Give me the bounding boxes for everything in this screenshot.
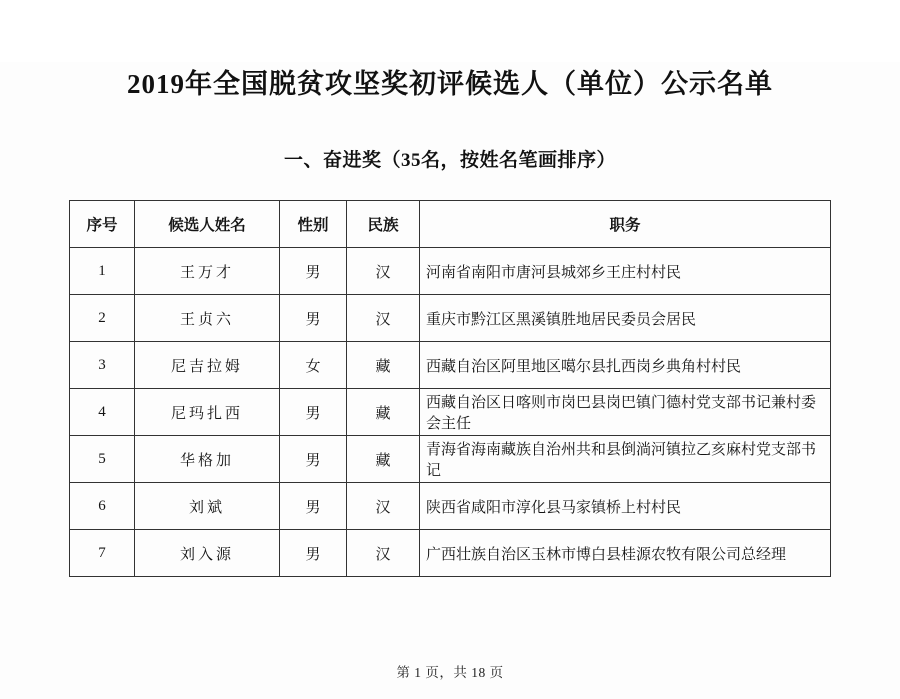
column-header-duty: 职务 [420, 201, 831, 248]
cell-duty: 陕西省咸阳市淳化县马家镇桥上村村民 [420, 483, 831, 530]
column-header-name: 候选人姓名 [135, 201, 280, 248]
cell-name: 刘入源 [135, 530, 280, 577]
table-row [70, 389, 831, 436]
page-title: 2019年全国脱贫攻坚奖初评候选人（单位）公示名单 [127, 69, 773, 99]
table-row [70, 342, 831, 389]
cell-ethnicity: 汉 [347, 530, 420, 577]
table-header-row [70, 201, 831, 248]
column-header-index: 序号 [70, 201, 135, 248]
cell-duty: 重庆市黔江区黑溪镇胜地居民委员会居民 [420, 295, 831, 342]
cell-ethnicity: 汉 [347, 483, 420, 530]
cell-duty: 广西壮族自治区玉林市博白县桂源农牧有限公司总经理 [420, 530, 831, 577]
cell-index: 2 [70, 295, 135, 342]
cell-sex: 男 [280, 483, 347, 530]
table-row [70, 248, 831, 295]
table-row [70, 436, 831, 483]
cell-index: 7 [70, 530, 135, 577]
column-header-sex: 性别 [280, 201, 347, 248]
cell-ethnicity: 汉 [347, 295, 420, 342]
cell-name: 刘斌 [135, 483, 280, 530]
table-row [70, 483, 831, 530]
cell-sex: 男 [280, 389, 347, 436]
cell-sex: 男 [280, 295, 347, 342]
cell-sex: 男 [280, 530, 347, 577]
cell-ethnicity: 藏 [347, 389, 420, 436]
page-footer: 第 1 页，共 18 页 [396, 665, 504, 680]
cell-sex: 女 [280, 342, 347, 389]
cell-name: 华格加 [135, 436, 280, 483]
cell-index: 1 [70, 248, 135, 295]
column-header-ethnicity: 民族 [347, 201, 420, 248]
roster-table-container [69, 200, 831, 577]
cell-name: 尼玛扎西 [135, 389, 280, 436]
cell-name: 王万才 [135, 248, 280, 295]
table-row [70, 530, 831, 577]
cell-sex: 男 [280, 436, 347, 483]
cell-name: 王贞六 [135, 295, 280, 342]
cell-duty: 青海省海南藏族自治州共和县倒淌河镇拉乙亥麻村党支部书记 [420, 436, 831, 483]
candidate-roster-table [69, 200, 831, 577]
section-title: 一、奋进奖（35名，按姓名笔画排序） [283, 150, 616, 171]
cell-index: 5 [70, 436, 135, 483]
cell-duty: 河南省南阳市唐河县城郊乡王庄村村民 [420, 248, 831, 295]
cell-duty: 西藏自治区日喀则市岗巴县岗巴镇门德村党支部书记兼村委会主任 [420, 389, 831, 436]
cell-sex: 男 [280, 248, 347, 295]
cell-ethnicity: 藏 [347, 436, 420, 483]
cell-index: 4 [70, 389, 135, 436]
cell-name: 尼吉拉姆 [135, 342, 280, 389]
table-row [70, 295, 831, 342]
cell-ethnicity: 藏 [347, 342, 420, 389]
cell-duty: 西藏自治区阿里地区噶尔县扎西岗乡典角村村民 [420, 342, 831, 389]
document-page [0, 62, 900, 699]
cell-ethnicity: 汉 [347, 248, 420, 295]
cell-index: 6 [70, 483, 135, 530]
cell-index: 3 [70, 342, 135, 389]
